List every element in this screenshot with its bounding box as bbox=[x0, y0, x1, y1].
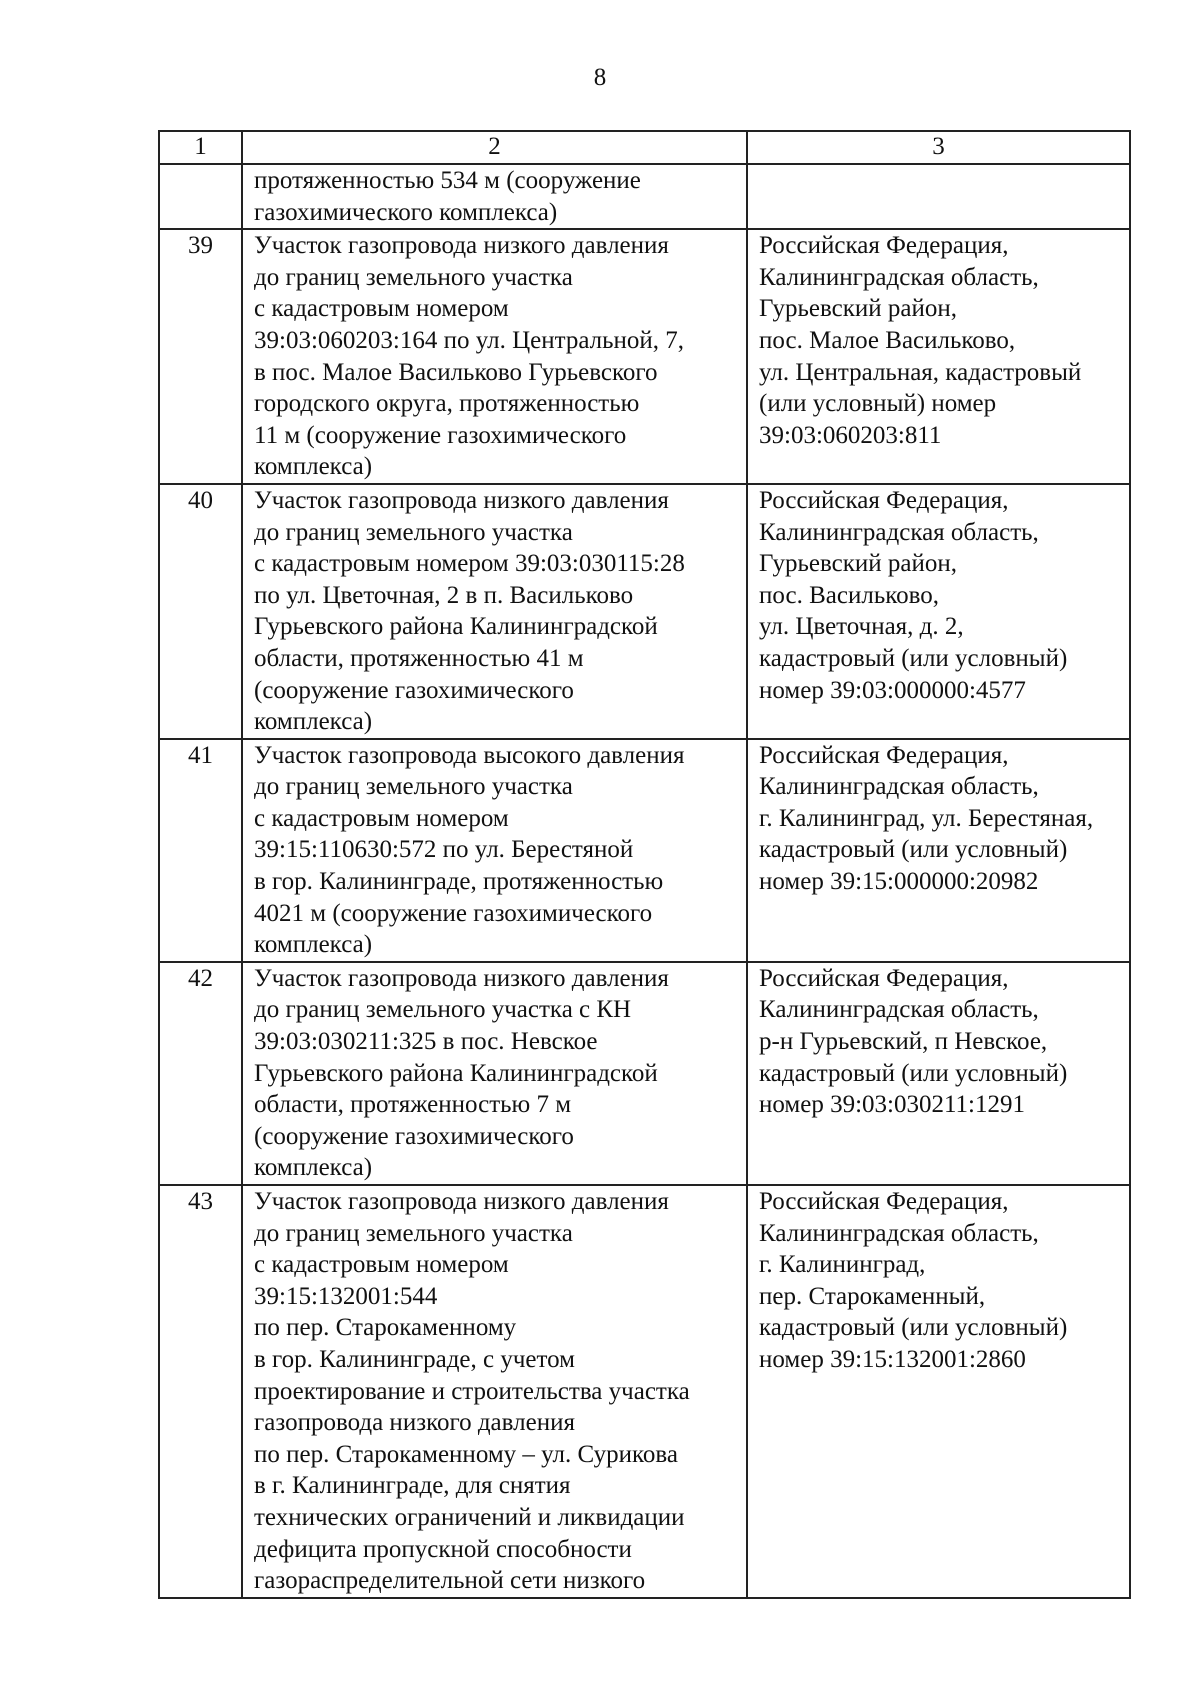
table-row bbox=[159, 962, 1130, 1185]
row-address: Российская Федерация, Калининградская область, г. Калининград, пер. Старокаменный, кадастровый (или условный) номер 39:15:132001:2860 bbox=[747, 1185, 1130, 1598]
row-description: Участок газопровода низкого давления до границ земельного участка с кадастровым номером 39:03:060203:164 по ул. Центральной, 7, в пос. Малое Васильково Гурьевского городского округа, протяженностью 11 м (сооружение газохимического комплекса) bbox=[242, 229, 747, 484]
row-description: Участок газопровода низкого давления до границ земельного участка с кадастровым номером 39:15:132001:544 по пер. Старокаменному в гор. Калининграде, с учетом проектирование и строительства участка газопровода низкого давления по пер. Старокаменному – ул. Сурикова в г. Калининграде, для снятия технических ограничений и ликвидации дефицита пропускной способности газораспределительной сети низкого bbox=[242, 1185, 747, 1598]
row-address: Российская Федерация, Калининградская область, г. Калининград, ул. Берестяная, кадастровый (или условный) номер 39:15:000000:20982 bbox=[747, 739, 1130, 962]
row-address: Российская Федерация, Калининградская область, Гурьевский район, пос. Малое Васильково, ул. Центральная, кадастровый (или условный) номер 39:03:060203:811 bbox=[747, 229, 1130, 484]
table-header-row bbox=[159, 131, 1130, 164]
header-col-1: 1 bbox=[159, 131, 242, 164]
row-number: 40 bbox=[159, 484, 242, 739]
row-number bbox=[159, 164, 242, 229]
page-number: 8 bbox=[593, 64, 607, 91]
row-number: 41 bbox=[159, 739, 242, 962]
header-col-3: 3 bbox=[747, 131, 1130, 164]
document-table bbox=[158, 130, 1131, 1599]
row-description: Участок газопровода низкого давления до границ земельного участка с КН 39:03:030211:325 в пос. Невское Гурьевского района Калининградской области, протяженностью 7 м (сооружение газохимического комплекса) bbox=[242, 962, 747, 1185]
row-number: 39 bbox=[159, 229, 242, 484]
table-row bbox=[159, 229, 1130, 484]
row-description: протяженностью 534 м (сооружение газохимического комплекса) bbox=[242, 164, 747, 229]
table-row bbox=[159, 1185, 1130, 1598]
row-address bbox=[747, 164, 1130, 229]
table-row bbox=[159, 164, 1130, 229]
row-number: 43 bbox=[159, 1185, 242, 1598]
row-address: Российская Федерация, Калининградская область, Гурьевский район, пос. Васильково, ул. Цветочная, д. 2, кадастровый (или условный) номер 39:03:000000:4577 bbox=[747, 484, 1130, 739]
header-col-2: 2 bbox=[242, 131, 747, 164]
table-row bbox=[159, 484, 1130, 739]
row-number: 42 bbox=[159, 962, 242, 1185]
row-description: Участок газопровода высокого давления до границ земельного участка с кадастровым номером 39:15:110630:572 по ул. Берестяной в гор. Калининграде, протяженностью 4021 м (сооружение газохимического комплекса) bbox=[242, 739, 747, 962]
row-description: Участок газопровода низкого давления до границ земельного участка с кадастровым номером 39:03:030115:28 по ул. Цветочная, 2 в п. Васильково Гурьевского района Калининградской области, протяженностью 41 м (сооружение газохимического комплекса) bbox=[242, 484, 747, 739]
table-row bbox=[159, 739, 1130, 962]
row-address: Российская Федерация, Калининградская область, р-н Гурьевский, п Невское, кадастровый (или условный) номер 39:03:030211:1291 bbox=[747, 962, 1130, 1185]
